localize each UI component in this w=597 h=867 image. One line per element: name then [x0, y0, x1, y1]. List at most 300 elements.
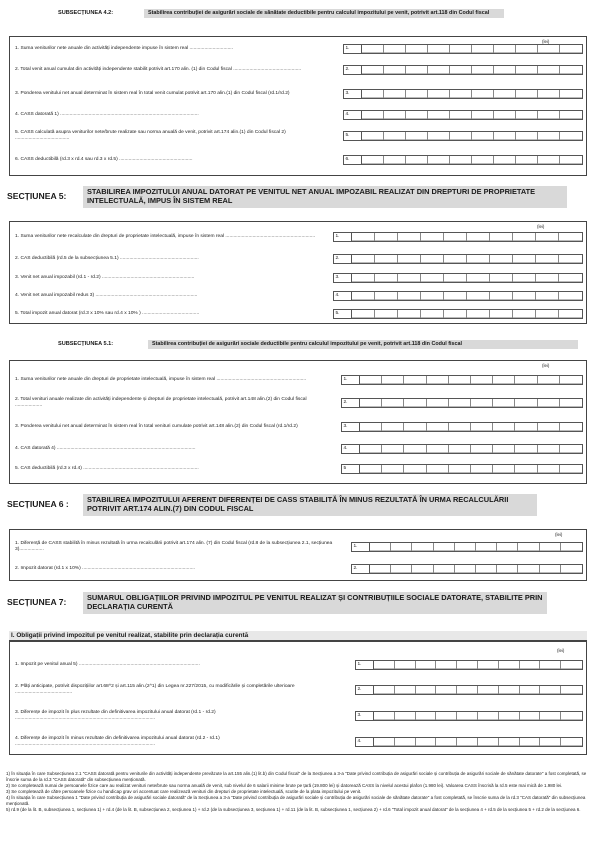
section-6-title: STABILIREA IMPOZITULUI AFERENT DIFERENȚEI DE CASS STABILITĂ ÎN MINUS REZULTATĂ ÎN URMA RECALCULĂRII POTRIVIT ART.174 ALIN.(7) DIN CODUL FISCAL — [83, 494, 537, 516]
row-number: 5 — [342, 465, 360, 473]
digit-cell[interactable] — [404, 465, 426, 473]
digit-cell[interactable] — [467, 310, 490, 318]
digit-cell[interactable] — [471, 423, 493, 431]
digit-cell[interactable] — [360, 423, 382, 431]
digit-cell[interactable] — [472, 156, 494, 164]
digit-cell[interactable] — [540, 565, 561, 573]
section-5-unit: (lei) — [537, 224, 545, 229]
row-number: 4. — [334, 292, 352, 300]
digit-cell[interactable] — [493, 465, 515, 473]
digit-cell[interactable] — [560, 465, 582, 473]
digit-cell[interactable] — [360, 445, 382, 453]
subsection-4-2-header — [58, 9, 558, 18]
digit-cell[interactable] — [457, 686, 478, 694]
digit-cell[interactable] — [382, 465, 404, 473]
section-7-header — [7, 592, 547, 614]
digit-cell[interactable] — [518, 565, 539, 573]
digit-cell[interactable] — [513, 292, 536, 300]
digit-cell[interactable] — [516, 132, 538, 140]
digit-cell[interactable] — [375, 233, 398, 241]
digit-cell[interactable] — [560, 399, 582, 407]
digit-cell[interactable] — [362, 111, 384, 119]
row-label: 1. Suma veniturilor nete anuale din drepturi de proprietate intelectuală, impuse în sistem real .................................................................. — [15, 377, 307, 383]
digit-cell[interactable] — [398, 255, 421, 263]
digit-cell[interactable] — [538, 465, 560, 473]
row-label: 4. CAS datorată 4) ...................................................................................................... — [15, 446, 196, 452]
digit-cell[interactable] — [457, 712, 478, 720]
form-row — [10, 305, 586, 322]
digit-cell[interactable] — [382, 376, 404, 384]
amount-input[interactable] — [343, 110, 583, 120]
digit-cell[interactable] — [416, 661, 437, 669]
digit-cell[interactable] — [515, 465, 537, 473]
digit-cell[interactable] — [520, 661, 541, 669]
digit-cell[interactable] — [421, 255, 444, 263]
digit-cell[interactable] — [360, 376, 382, 384]
digit-cell[interactable] — [490, 233, 513, 241]
digit-cell[interactable] — [449, 399, 471, 407]
digit-cell[interactable] — [427, 423, 449, 431]
row-number: 6. — [344, 156, 362, 164]
digit-cell[interactable] — [494, 132, 516, 140]
row-label: 3. Ponderea venitului net anual determinat în sistem real în total venit cumulat potrivit art.170 alin.(1) din Codul fiscal (rd.1/rd.2) — [15, 91, 290, 97]
digit-cell[interactable] — [540, 712, 561, 720]
digit-cell[interactable] — [406, 156, 428, 164]
row-label: 3. Venit net anual impozabil (rd.1 - rd.2) .................................................................... — [15, 274, 195, 280]
digit-cell[interactable] — [384, 111, 406, 119]
digit-cell[interactable] — [436, 686, 457, 694]
digit-cell[interactable] — [513, 233, 536, 241]
digit-cell[interactable] — [375, 274, 398, 282]
digit-cell[interactable] — [467, 233, 490, 241]
digit-cell[interactable] — [370, 565, 391, 573]
digit-cell[interactable] — [395, 661, 416, 669]
form-row — [10, 460, 586, 478]
amount-input[interactable] — [343, 155, 583, 165]
digit-cell[interactable] — [421, 310, 444, 318]
digit-cell[interactable] — [450, 156, 472, 164]
digit-cell[interactable] — [362, 45, 384, 53]
digit-cell[interactable] — [471, 465, 493, 473]
digit-cell[interactable] — [490, 255, 513, 263]
digit-cell[interactable] — [559, 274, 582, 282]
digit-cell[interactable] — [538, 376, 560, 384]
digit-cell[interactable] — [406, 132, 428, 140]
row-label: 3. Ponderea venitului net anual determinat în sistem real în total venituri cumulate potrivit art.148 alin.(2) din Codul fiscal (rd.1/rd.2) — [15, 424, 298, 430]
form-row — [10, 369, 586, 391]
digit-cell[interactable] — [559, 255, 582, 263]
digit-cell[interactable] — [560, 156, 582, 164]
digit-cell[interactable] — [428, 45, 450, 53]
digit-cell[interactable] — [436, 661, 457, 669]
amount-input[interactable] — [355, 660, 583, 670]
row-label: 1. Suma veniturilor nete recalculate din drepturi de proprietate intelectuală, impuse în sistem real .................................................................. — [15, 234, 316, 240]
digit-cell[interactable] — [370, 543, 391, 551]
digit-cell[interactable] — [436, 738, 457, 746]
digit-cell[interactable] — [352, 233, 375, 241]
digit-cell[interactable] — [360, 399, 382, 407]
row-label: 3. Diferențe de impozit în plus rezultate din definitivarea impozitului anual datorat (rd.1 - rd.2) ....................................................................................................... — [15, 710, 216, 721]
digit-cell[interactable] — [490, 292, 513, 300]
digit-cell[interactable] — [444, 274, 467, 282]
digit-cell[interactable] — [449, 445, 471, 453]
amount-input[interactable] — [343, 65, 583, 75]
digit-cell[interactable] — [421, 274, 444, 282]
row-label: 5. CAS deductibilă (rd.3 x rd.4) ..................................................................................... — [15, 466, 199, 472]
row-number: 1. — [352, 543, 370, 551]
section-7-title: SUMARUL OBLIGAȚIILOR PRIVIND IMPOZITUL PE VENITUL REALIZAT ȘI CONTRIBUȚIILE SOCIALE DATORATE, STABILITE PRIN DECLARAȚIA CURENTĂ — [83, 592, 547, 614]
digit-cell[interactable] — [434, 543, 455, 551]
row-number: 3. — [342, 423, 360, 431]
digit-cell[interactable] — [427, 445, 449, 453]
section-7-obligations-title: I. Obligații privind impozitul pe venitul realizat, stabilite prin declarația curentă — [9, 631, 587, 641]
digit-cell[interactable] — [467, 292, 490, 300]
digit-cell[interactable] — [421, 233, 444, 241]
digit-cell[interactable] — [494, 45, 516, 53]
digit-cell[interactable] — [536, 233, 559, 241]
digit-cell[interactable] — [428, 111, 450, 119]
row-number: 4. — [356, 738, 374, 746]
row-number: 2. — [344, 66, 362, 74]
digit-cell[interactable] — [382, 445, 404, 453]
digit-cell[interactable] — [444, 292, 467, 300]
digit-cell[interactable] — [360, 465, 382, 473]
amount-input[interactable] — [341, 444, 583, 454]
row-number: 5. — [334, 310, 352, 318]
digit-cell[interactable] — [493, 399, 515, 407]
digit-cell[interactable] — [428, 156, 450, 164]
digit-cell[interactable] — [384, 45, 406, 53]
digit-cell[interactable] — [472, 90, 494, 98]
digit-cell[interactable] — [450, 90, 472, 98]
digit-cell[interactable] — [476, 543, 497, 551]
digit-cell[interactable] — [538, 90, 560, 98]
digit-cell[interactable] — [472, 45, 494, 53]
digit-cell[interactable] — [404, 399, 426, 407]
digit-cell[interactable] — [467, 255, 490, 263]
digit-cell[interactable] — [516, 156, 538, 164]
digit-cell[interactable] — [450, 132, 472, 140]
amount-input[interactable] — [333, 291, 583, 301]
digit-cell[interactable] — [375, 310, 398, 318]
digit-cell[interactable] — [398, 233, 421, 241]
digit-cell[interactable] — [561, 661, 582, 669]
digit-cell[interactable] — [450, 66, 472, 74]
digit-cell[interactable] — [391, 565, 412, 573]
digit-cell[interactable] — [375, 292, 398, 300]
row-label: 1. Impozit pe venitul anual 5) ......................................................................................... — [15, 662, 200, 668]
digit-cell[interactable] — [416, 686, 437, 694]
digit-cell[interactable] — [478, 686, 499, 694]
digit-cell[interactable] — [404, 423, 426, 431]
row-label: 4. Diferențe de impozit în minus rezultate din definitivarea impozitului anual datorat (rd.2 - rd.1) ....................................................................................................... — [15, 736, 220, 747]
amount-input[interactable] — [333, 232, 583, 242]
digit-cell[interactable] — [540, 738, 561, 746]
row-label: 4. Venit net anual impozabil redus 3) ........................................................................... — [15, 292, 198, 298]
digit-cell[interactable] — [536, 292, 559, 300]
digit-cell[interactable] — [352, 292, 375, 300]
amount-input[interactable] — [351, 542, 583, 552]
amount-input[interactable] — [355, 685, 583, 695]
digit-cell[interactable] — [560, 423, 582, 431]
digit-cell[interactable] — [538, 45, 560, 53]
digit-cell[interactable] — [384, 156, 406, 164]
digit-cell[interactable] — [404, 376, 426, 384]
section-6-unit: (lei) — [555, 532, 563, 537]
amount-input[interactable] — [341, 464, 583, 474]
digit-cell[interactable] — [516, 66, 538, 74]
digit-cell[interactable] — [478, 712, 499, 720]
digit-cell[interactable] — [404, 445, 426, 453]
digit-cell[interactable] — [362, 66, 384, 74]
digit-cell[interactable] — [412, 543, 433, 551]
row-label: 5. Total impozit anual datorat (rd.3 x 10% sau rd.4 x 10% ) .......................................... — [15, 310, 200, 316]
row-number: 2. — [352, 565, 370, 573]
footnote-4: 4) În situația în care Subsecțiunea 1 "Date privind contribuția de asigurări sociale datorată" de la Secțiunea a 3-a "Date privind contribuția de asigurări sociale și contribuția de asigurări sociale de sănătate datorate" a fost completată, se înscrie suma de la rd.3 "CAS datorată" din subsecțiunea menționată. — [6, 795, 586, 807]
digit-cell[interactable] — [538, 156, 560, 164]
digit-cell[interactable] — [494, 66, 516, 74]
section-6-label: SECȚIUNEA 6 : — [7, 498, 69, 509]
digit-cell[interactable] — [427, 465, 449, 473]
digit-cell[interactable] — [515, 423, 537, 431]
digit-cell[interactable] — [476, 565, 497, 573]
digit-cell[interactable] — [536, 274, 559, 282]
digit-cell[interactable] — [538, 445, 560, 453]
digit-cell[interactable] — [520, 738, 541, 746]
digit-cell[interactable] — [493, 423, 515, 431]
digit-cell[interactable] — [561, 712, 582, 720]
row-label: 5. CASS calculată asupra veniturilor nete/brute realizate sau norma anuală de venit, potrivit art.174 alin.(1) din Codul fiscal 2) ........................................ — [15, 130, 286, 141]
subsection-4-2-title: Stabilirea contribuției de asigurări sociale de sănătate deductibile pentru calculul impozitului pe venit, potrivit art.118 din Codul fiscal — [144, 9, 504, 18]
digit-cell[interactable] — [450, 45, 472, 53]
digit-cell[interactable] — [493, 376, 515, 384]
digit-cell[interactable] — [427, 399, 449, 407]
digit-cell[interactable] — [382, 399, 404, 407]
digit-cell[interactable] — [516, 45, 538, 53]
digit-cell[interactable] — [406, 45, 428, 53]
digit-cell[interactable] — [457, 661, 478, 669]
digit-cell[interactable] — [449, 423, 471, 431]
digit-cell[interactable] — [472, 66, 494, 74]
row-number: 2. — [342, 399, 360, 407]
digit-cell[interactable] — [540, 686, 561, 694]
digit-cell[interactable] — [391, 543, 412, 551]
digit-cell[interactable] — [520, 712, 541, 720]
digit-cell[interactable] — [455, 565, 476, 573]
digit-cell[interactable] — [406, 111, 428, 119]
digit-cell[interactable] — [362, 132, 384, 140]
digit-cell[interactable] — [559, 292, 582, 300]
digit-cell[interactable] — [421, 292, 444, 300]
digit-cell[interactable] — [428, 90, 450, 98]
digit-cell[interactable] — [472, 132, 494, 140]
digit-cell[interactable] — [428, 132, 450, 140]
digit-cell[interactable] — [561, 738, 582, 746]
digit-cell[interactable] — [494, 156, 516, 164]
digit-cell[interactable] — [559, 233, 582, 241]
amount-input[interactable] — [341, 375, 583, 385]
digit-cell[interactable] — [384, 66, 406, 74]
digit-cell[interactable] — [490, 310, 513, 318]
digit-cell[interactable] — [520, 686, 541, 694]
digit-cell[interactable] — [538, 111, 560, 119]
digit-cell[interactable] — [412, 565, 433, 573]
form-row — [10, 269, 586, 286]
digit-cell[interactable] — [375, 255, 398, 263]
digit-cell[interactable] — [449, 376, 471, 384]
digit-cell[interactable] — [497, 565, 518, 573]
digit-cell[interactable] — [395, 686, 416, 694]
digit-cell[interactable] — [374, 738, 395, 746]
row-number: 1. — [342, 376, 360, 384]
digit-cell[interactable] — [362, 156, 384, 164]
amount-input[interactable] — [333, 309, 583, 319]
section-7-label: SECȚIUNEA 7: — [7, 596, 67, 607]
digit-cell[interactable] — [362, 90, 384, 98]
digit-cell[interactable] — [536, 255, 559, 263]
digit-cell[interactable] — [494, 111, 516, 119]
digit-cell[interactable] — [478, 738, 499, 746]
row-number: 4. — [344, 111, 362, 119]
amount-input[interactable] — [351, 564, 583, 574]
digit-cell[interactable] — [471, 399, 493, 407]
digit-cell[interactable] — [560, 445, 582, 453]
amount-input[interactable] — [341, 398, 583, 408]
digit-cell[interactable] — [518, 543, 539, 551]
digit-cell[interactable] — [516, 90, 538, 98]
digit-cell[interactable] — [384, 90, 406, 98]
amount-input[interactable] — [333, 273, 583, 283]
digit-cell[interactable] — [374, 712, 395, 720]
digit-cell[interactable] — [416, 738, 437, 746]
digit-cell[interactable] — [434, 565, 455, 573]
digit-cell[interactable] — [382, 423, 404, 431]
section-6-header — [7, 494, 537, 516]
digit-cell[interactable] — [515, 376, 537, 384]
form-row — [10, 125, 586, 147]
digit-cell[interactable] — [516, 111, 538, 119]
digit-cell[interactable] — [471, 376, 493, 384]
digit-cell[interactable] — [395, 738, 416, 746]
digit-cell[interactable] — [444, 255, 467, 263]
digit-cell[interactable] — [457, 738, 478, 746]
digit-cell[interactable] — [490, 274, 513, 282]
form-row — [10, 105, 586, 125]
digit-cell[interactable] — [538, 132, 560, 140]
digit-cell[interactable] — [384, 132, 406, 140]
amount-input[interactable] — [355, 737, 583, 747]
digit-cell[interactable] — [406, 66, 428, 74]
digit-cell[interactable] — [538, 423, 560, 431]
digit-cell[interactable] — [559, 310, 582, 318]
row-number: 5. — [344, 132, 362, 140]
digit-cell[interactable] — [561, 543, 582, 551]
subsection-5-1-unit: (lei) — [542, 363, 550, 368]
digit-cell[interactable] — [406, 90, 428, 98]
digit-cell[interactable] — [444, 310, 467, 318]
amount-input[interactable] — [341, 422, 583, 432]
digit-cell[interactable] — [560, 66, 582, 74]
section-7-unit: (lei) — [557, 648, 565, 653]
digit-cell[interactable] — [561, 565, 582, 573]
row-label: 2. Plăți anticipate, potrivit dispozițiilor art.68^2 și art.115 alin.(2^1) din Legea nr.227/2015, cu modificările și completările ulterioare .......................................... — [15, 684, 295, 695]
digit-cell[interactable] — [494, 90, 516, 98]
digit-cell[interactable] — [493, 445, 515, 453]
subsection-4-2-label: SUBSECȚIUNEA 4.2: — [58, 10, 114, 16]
digit-cell[interactable] — [536, 310, 559, 318]
digit-cell[interactable] — [560, 90, 582, 98]
digit-cell[interactable] — [499, 661, 520, 669]
digit-cell[interactable] — [513, 274, 536, 282]
row-number: 1. — [334, 233, 352, 241]
form-row — [10, 392, 586, 414]
amount-input[interactable] — [343, 131, 583, 141]
digit-cell[interactable] — [398, 310, 421, 318]
digit-cell[interactable] — [398, 274, 421, 282]
amount-input[interactable] — [333, 254, 583, 264]
digit-cell[interactable] — [540, 661, 561, 669]
footnotes — [6, 771, 591, 814]
digit-cell[interactable] — [513, 255, 536, 263]
digit-cell[interactable] — [499, 712, 520, 720]
digit-cell[interactable] — [428, 66, 450, 74]
digit-cell[interactable] — [560, 111, 582, 119]
row-number: 3. — [334, 274, 352, 282]
digit-cell[interactable] — [455, 543, 476, 551]
digit-cell[interactable] — [352, 274, 375, 282]
digit-cell[interactable] — [499, 686, 520, 694]
digit-cell[interactable] — [560, 376, 582, 384]
subsection-4-2-table — [9, 36, 587, 176]
digit-cell[interactable] — [515, 445, 537, 453]
digit-cell[interactable] — [352, 255, 375, 263]
digit-cell[interactable] — [444, 233, 467, 241]
digit-cell[interactable] — [478, 661, 499, 669]
row-label: 2. Impozit datorat (rd.1 x 10%) ................................................................................... — [15, 565, 195, 571]
digit-cell[interactable] — [513, 310, 536, 318]
digit-cell[interactable] — [499, 738, 520, 746]
digit-cell[interactable] — [540, 543, 561, 551]
digit-cell[interactable] — [352, 310, 375, 318]
digit-cell[interactable] — [560, 45, 582, 53]
digit-cell[interactable] — [471, 445, 493, 453]
digit-cell[interactable] — [538, 66, 560, 74]
form-row — [10, 678, 586, 702]
digit-cell[interactable] — [560, 132, 582, 140]
digit-cell[interactable] — [561, 686, 582, 694]
digit-cell[interactable] — [398, 292, 421, 300]
digit-cell[interactable] — [427, 376, 449, 384]
amount-input[interactable] — [355, 711, 583, 721]
form-row — [10, 730, 586, 754]
row-number: 1. — [356, 661, 374, 669]
digit-cell[interactable] — [467, 274, 490, 282]
digit-cell[interactable] — [515, 399, 537, 407]
digit-cell[interactable] — [472, 111, 494, 119]
digit-cell[interactable] — [538, 399, 560, 407]
amount-input[interactable] — [343, 89, 583, 99]
digit-cell[interactable] — [436, 712, 457, 720]
digit-cell[interactable] — [374, 661, 395, 669]
amount-input[interactable] — [343, 44, 583, 54]
subsection-5-1-header — [58, 340, 588, 349]
digit-cell[interactable] — [449, 465, 471, 473]
digit-cell[interactable] — [497, 543, 518, 551]
digit-cell[interactable] — [374, 686, 395, 694]
digit-cell[interactable] — [416, 712, 437, 720]
digit-cell[interactable] — [450, 111, 472, 119]
digit-cell[interactable] — [395, 712, 416, 720]
